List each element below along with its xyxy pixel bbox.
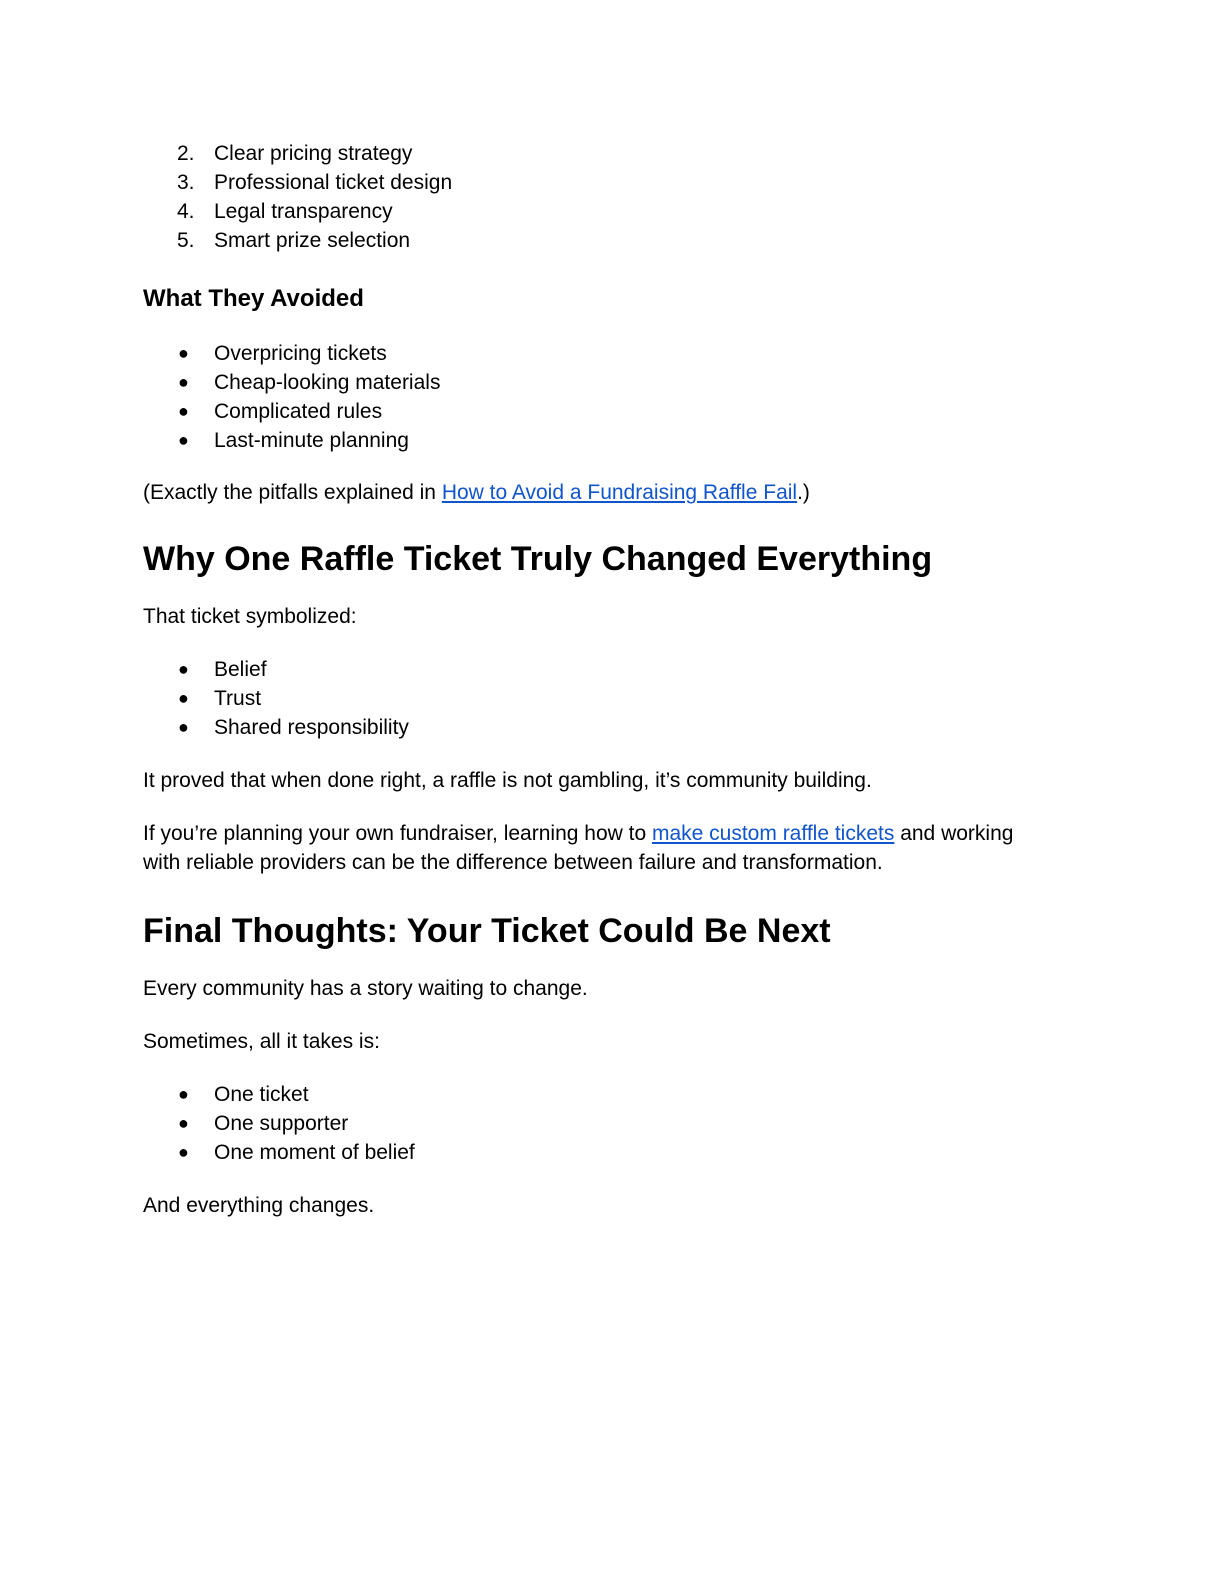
avoided-list — [143, 339, 1083, 455]
numbered-list — [143, 139, 1083, 255]
list-number: 3. — [177, 171, 195, 194]
bullet-icon: ● — [178, 1142, 189, 1162]
note-prefix: (Exactly the pitfalls explained in — [143, 481, 442, 504]
list-item — [143, 1080, 1083, 1109]
list-item-text: One ticket — [214, 1083, 309, 1106]
list-item — [143, 139, 1083, 168]
list-item — [143, 1109, 1083, 1138]
why-paragraph-2 — [143, 819, 1083, 877]
section-heading-final: Final Thoughts: Your Ticket Could Be Next — [143, 912, 831, 950]
paragraph-line-2: with reliable providers can be the difference between failure and transformation. — [143, 851, 883, 874]
list-item — [143, 226, 1083, 255]
list-item-text: Professional ticket design — [214, 171, 453, 194]
bullet-icon: ● — [178, 1113, 189, 1133]
why-paragraph-1: It proved that when done right, a raffle is not gambling, it’s community building. — [143, 769, 872, 792]
section-heading-why: Why One Raffle Ticket Truly Changed Everything — [143, 540, 933, 578]
list-item — [143, 1138, 1083, 1167]
note-suffix: .) — [797, 481, 810, 504]
list-item — [143, 168, 1083, 197]
bullet-icon: ● — [178, 430, 189, 450]
bullet-icon: ● — [178, 401, 189, 421]
list-item — [143, 426, 1083, 455]
paragraph-prefix: If you’re planning your own fundraiser, learning how to — [143, 822, 652, 845]
final-paragraph-1: Every community has a story waiting to change. — [143, 977, 588, 1000]
closing-line: And everything changes. — [143, 1194, 375, 1217]
final-list — [143, 1080, 1083, 1167]
bullet-icon: ● — [178, 372, 189, 392]
list-item-text: Clear pricing strategy — [214, 142, 413, 165]
final-paragraph-2: Sometimes, all it takes is: — [143, 1030, 380, 1053]
list-item-text: Trust — [214, 687, 262, 710]
list-item — [143, 368, 1083, 397]
bullet-icon: ● — [178, 688, 189, 708]
list-item-text: One supporter — [214, 1112, 349, 1135]
list-number: 5. — [177, 229, 195, 252]
list-item — [143, 713, 1083, 742]
list-item-text: Last-minute planning — [214, 429, 409, 452]
list-item-text: Legal transparency — [214, 200, 393, 223]
list-item — [143, 684, 1083, 713]
fundraising-raffle-fail-link[interactable]: How to Avoid a Fundraising Raffle Fail — [441, 481, 798, 504]
custom-raffle-tickets-link[interactable]: make custom raffle tickets — [651, 822, 895, 845]
list-item — [143, 197, 1083, 226]
bullet-icon: ● — [178, 717, 189, 737]
why-list — [143, 655, 1083, 742]
list-item — [143, 397, 1083, 426]
list-item — [143, 339, 1083, 368]
why-intro: That ticket symbolized: — [143, 605, 357, 628]
avoided-note — [143, 478, 1083, 507]
bullet-icon: ● — [178, 343, 189, 363]
bullet-icon: ● — [178, 1084, 189, 1104]
section-heading-avoided: What They Avoided — [143, 285, 364, 312]
list-item-text: Overpricing tickets — [214, 342, 387, 365]
list-item-text: Smart prize selection — [214, 229, 411, 252]
list-item — [143, 655, 1083, 684]
list-item-text: Cheap-looking materials — [214, 371, 441, 394]
list-number: 4. — [177, 200, 195, 223]
list-item-text: One moment of belief — [214, 1141, 415, 1164]
list-item-text: Belief — [214, 658, 267, 681]
list-item-text: Complicated rules — [214, 400, 383, 423]
paragraph-suffix: and working — [894, 822, 1014, 845]
list-item-text: Shared responsibility — [214, 716, 409, 739]
document-page — [143, 139, 1083, 1220]
bullet-icon: ● — [178, 659, 189, 679]
list-number: 2. — [177, 142, 195, 165]
